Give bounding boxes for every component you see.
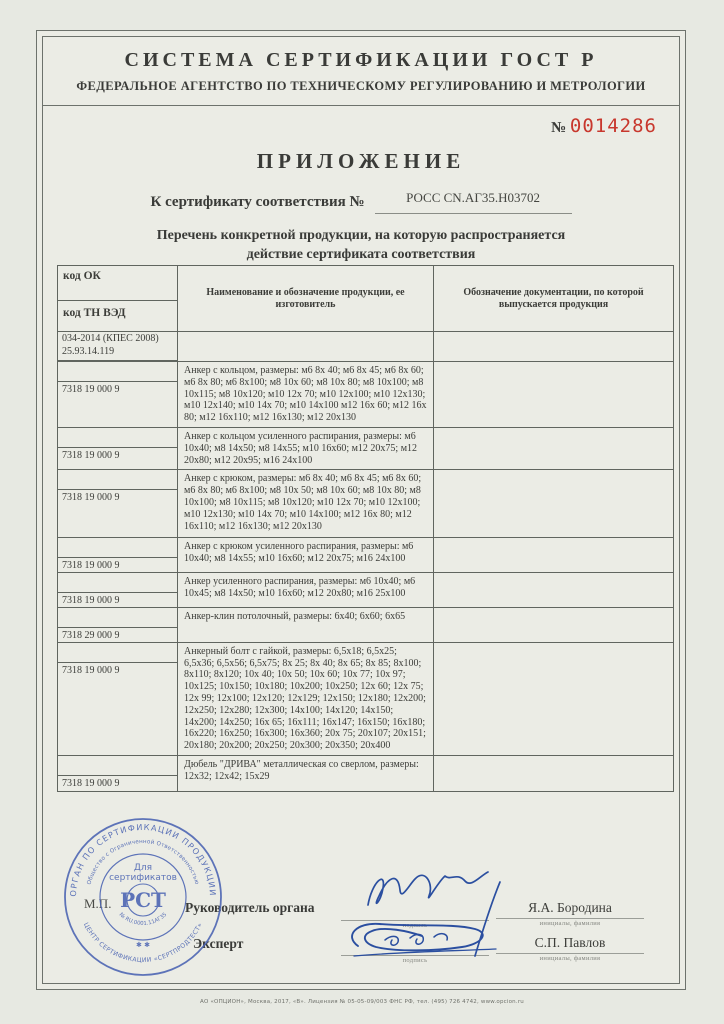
product-list-description: [43, 227, 679, 265]
stamp-purpose-line-1: Для: [133, 863, 153, 873]
product-code-cell: [58, 362, 178, 428]
code-cell-divider: [58, 362, 177, 382]
table-row: [58, 755, 674, 791]
product-name: Анкер с крюком усиленного распирания, размеры: м6 10х40; м8 14х55; м10 16х60; м12 20х75; м16 24х100: [184, 541, 414, 565]
stamp-place-label: М.П.: [84, 896, 112, 911]
table-row: [58, 538, 674, 573]
code-cell-divider: [58, 538, 177, 558]
product-name-cell: [178, 573, 434, 608]
description-line-2: действие сертификата соответствия: [246, 246, 476, 262]
product-name: Анкер с крюком, размеры: м6 8х 40; м6 8х 45; м6 8х 60; м6 8х 80; м6 8х100; м8 10х 50; м8 10х 60; м8 10х 80; м8 10х100; м8 10х115; м8 10х120; м10 12х 70; м10 12х100; м10 12х130; м10 14х 70; м10 14х100; м12 16х 80; м12 16х110; м12 16х130; м12 20х130: [184, 473, 422, 532]
product-name-cell: [178, 332, 434, 362]
certificate-number-label: К сертификату соответствия №: [150, 194, 365, 210]
blank-form-number: [551, 115, 657, 137]
product-name: Анкер усиленного распирания, размеры: м6 10х40; м6 10х45; м8 14х50; м10 16х60; м12 20х80; м16 25х100: [184, 576, 416, 599]
product-name: Анкерный болт с гайкой, размеры: 6,5х18; 6,5х25; 6,5х36; 6,5х56; 6,5х75; 8х 25; 8х 40; 8х 65; 8х 85; 8х100; 8х110; 8х120; 10х 40; 10х 50; 10х 60; 10х 77; 10х 97; 10х125; 10х150; 10х180; 10х200; 10х250; 12х 60; 12х 75; 12х 99; 12х100; 12х120; 12х129; 12х150; 12х180; 12х200; 12х250; 12х280; 12х300; 14х100; 14х120; 14х150; 14х200; 14х250; 16х 65; 16х111; 16х147; 16х150; 16х180; 16х220; 16х250; 16х300; 16х360; 20х 75; 20х107; 20х151; 20х180; 20х200; 20х250; 20х300; 20х350; 20х400: [184, 645, 426, 752]
certification-stamp-icon: [58, 812, 228, 982]
name-caption: инициалы, фамилия: [539, 920, 601, 927]
tnved-code: 7318 19 000 9: [62, 664, 120, 676]
certificate-number-value: РОСС CN.АГ35.Н03702: [406, 190, 540, 205]
table-row: [58, 573, 674, 608]
product-name-cell: [178, 642, 434, 755]
product-code-cell: [58, 538, 178, 573]
tnved-code: 7318 19 000 9: [62, 450, 120, 461]
product-name-cell: [178, 607, 434, 642]
head-name: Я.А. Бородина: [528, 900, 612, 915]
table-row-okp: [58, 332, 674, 362]
product-code-cell: [58, 607, 178, 642]
tnved-code: 7318 19 000 9: [62, 492, 120, 504]
signature-caption: подпись: [402, 957, 428, 964]
code-cell-divider: [58, 756, 177, 776]
product-name: Анкер с кольцом, размеры: м6 8х 40; м6 8х 45; м6 8х 60; м6 8х 80; м6 8х100; м8 10х 60; м8 10х 80; м8 10х100; м8 10х115; м8 10х120; м10 12х 70; м10 12х100; м10 12х130; м10 12х140; м10 14х 70; м10 14х100 м12 16х 60; м12 16х 80; м12 16х110; м12 16х130; м12 20х130: [184, 365, 427, 424]
col-header-codes: [58, 266, 178, 332]
stamp-registration-number: № RU.0001.11АГ35: [117, 911, 169, 927]
product-name: Анкер-клин потолочный, размеры: 6х40; 6х60; 6х65: [184, 610, 406, 622]
tnved-code: 7318 19 000 9: [62, 560, 120, 572]
documentation-cell: [434, 362, 674, 428]
product-name-cell: [178, 362, 434, 428]
svg-text:№ RU.0001.11АГ35: [118, 912, 168, 927]
blank-form-number-digits: 0014286: [569, 115, 657, 137]
stamp-stars: ✱ ✱: [136, 941, 150, 949]
okp-code-line-2: 25.93.14.119: [62, 345, 115, 357]
svg-text:ОРГАН ПО СЕРТИФИКАЦИИ ПРОДУКЦИ: [68, 822, 218, 897]
agency-title: ФЕДЕРАЛЬНОЕ АГЕНТСТВО ПО ТЕХНИЧЕСКОМУ РЕГУЛИРОВАНИЮ И МЕТРОЛОГИИ: [76, 79, 646, 93]
product-code-cell: [58, 755, 178, 791]
product-name-cell: [178, 755, 434, 791]
stamp-center-ring-text: ЦЕНТР СЕРТИФИКАЦИИ «СЕРТПРОДТЕСТ»: [81, 921, 205, 965]
table-header-row: [58, 266, 674, 332]
documentation-cell: [434, 755, 674, 791]
expert-label: Эксперт: [193, 936, 244, 951]
documentation-cell: [434, 332, 674, 362]
product-code-cell: [58, 642, 178, 755]
product-name-cell: [178, 428, 434, 470]
tnved-code: 7318 19 000 9: [62, 384, 120, 395]
handwritten-signatures-icon: [330, 850, 530, 980]
stamp-purpose-line-2: сертификатов: [109, 873, 177, 883]
okp-code-cell: [58, 332, 178, 362]
certificate-number-line: [43, 190, 679, 211]
stamp-company-text: Общество с Ограниченной Ответственностью: [86, 838, 200, 886]
number-sign: №: [551, 120, 567, 136]
table-row: [58, 428, 674, 470]
tnved-code: 7318 29 000 9: [62, 629, 120, 641]
page-title: ПРИЛОЖЕНИЕ: [256, 149, 466, 173]
okp-underline: [58, 359, 177, 361]
col-header-ok-code: код ОК: [58, 266, 177, 301]
code-cell-divider: [58, 428, 177, 448]
stamp-outer-text: ОРГАН ПО СЕРТИФИКАЦИИ ПРОДУКЦИИ: [67, 821, 219, 897]
tnved-code: 7318 19 000 9: [62, 777, 120, 789]
certificate-number-underline: [375, 190, 572, 214]
product-code-cell: [58, 573, 178, 608]
documentation-cell: [434, 642, 674, 755]
product-code-cell: [58, 470, 178, 538]
product-name: Анкер с кольцом усиленного распирания, размеры: м6 10х40; м8 14х50; м8 14х55; м10 16х60; м12 20х75; м12 20х80; м12 20х95; м16 24х100: [184, 431, 418, 466]
name-caption: инициалы, фамилия: [539, 955, 601, 962]
system-title: СИСТЕМА СЕРТИФИКАЦИИ ГОСТ Р: [124, 49, 598, 71]
rst-logo-icon: РСТ: [120, 888, 166, 912]
code-cell-divider: [58, 643, 177, 663]
table-row: [58, 642, 674, 755]
col-header-documentation: Обозначение документации, по которой выпускается продукция: [434, 266, 674, 332]
documentation-cell: [434, 470, 674, 538]
tnved-code: 7318 19 000 9: [62, 595, 120, 607]
head-of-body-label: Руководитель органа: [185, 900, 315, 915]
col-header-product-name: Наименование и обозначение продукции, ее изготовитель: [178, 266, 434, 332]
product-name-cell: [178, 538, 434, 573]
printer-imprint: АО «ОПЦИОН», Москва, 2017, «В». Лицензия № 05-05-09/003 ФНС РФ, тел. (495) 726 4742, www.opcion.ru: [200, 999, 524, 1005]
expert-name: С.П. Павлов: [534, 935, 606, 950]
documentation-cell: [434, 428, 674, 470]
product-code-cell: [58, 428, 178, 470]
code-cell-divider: [58, 573, 177, 593]
table-row: [58, 607, 674, 642]
col-header-tnved-code: код ТН ВЭД: [63, 307, 126, 319]
okp-code-line-1: 034-2014 (КПЕС 2008): [62, 333, 159, 344]
documentation-cell: [434, 538, 674, 573]
product-name-cell: [178, 470, 434, 538]
documentation-cell: [434, 607, 674, 642]
documentation-cell: [434, 573, 674, 608]
description-line-1: Перечень конкретной продукции, на которую распространяется: [156, 228, 566, 243]
signature-caption: подпись: [402, 922, 428, 929]
header-divider: [43, 105, 679, 106]
table-row: [58, 362, 674, 428]
product-name: Дюбель "ДРИВА" металлическая со сверлом, размеры: 12х32; 12х42; 15х29: [184, 758, 419, 782]
code-cell-divider: [58, 470, 177, 490]
code-cell-divider: [58, 608, 177, 628]
products-table: [57, 265, 674, 792]
table-row: [58, 470, 674, 538]
